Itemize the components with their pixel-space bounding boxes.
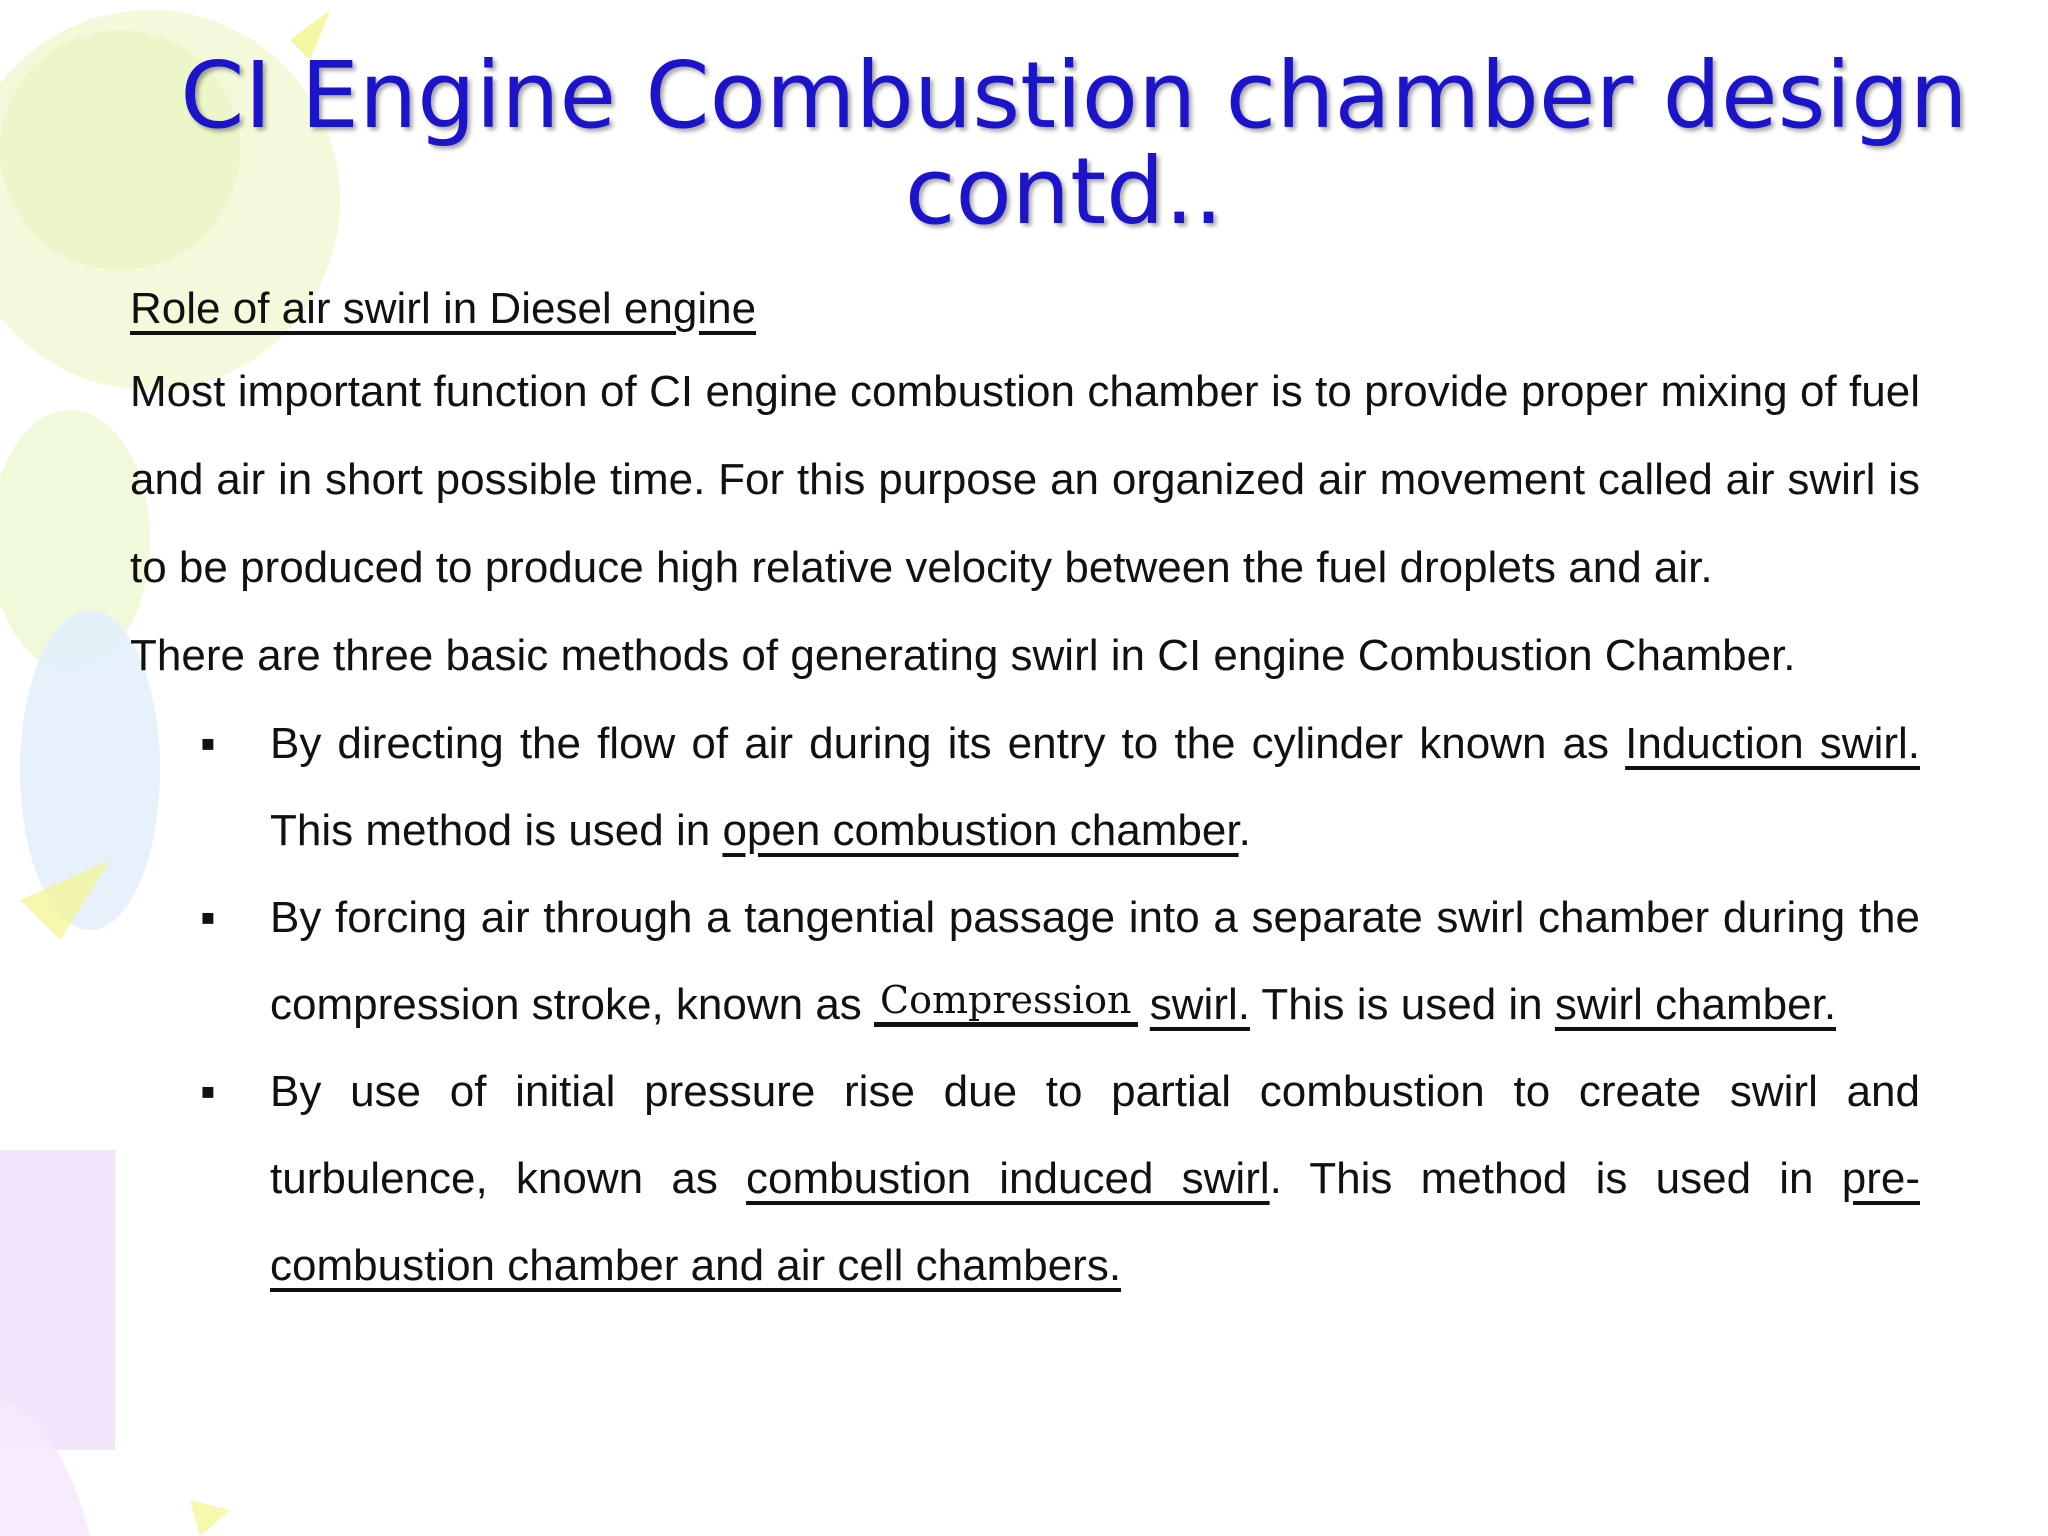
bullet-icon: ▪ [200, 719, 216, 768]
intro-paragraph: Most important function of CI engine combustion chamber is to provide proper mixing of fuel and air in short possible time. For this purpose an organized air movement called air swirl is to be produced to produce high relative velocity between the fuel droplets and air. [130, 367, 1920, 592]
method-text: By forcing air through a tangential passage into a separate swirl chamber during the compression stroke, known as [270, 893, 1920, 1029]
section-heading: Role of air swirl in Diesel engine [130, 284, 757, 333]
bullet-icon: ▪ [200, 893, 216, 942]
method-text: By directing the flow of air during its entry to the cylinder known as [270, 719, 1626, 768]
title-line-2: contd.. [904, 138, 1224, 245]
term-induction-swirl: Induction swirl. [1625, 719, 1920, 768]
method-item-combustion-induced [130, 1048, 1920, 1309]
term-pre-combustion-chamber: pre-combustion chamber and air cell chambers. [270, 1154, 1920, 1290]
title-line-1: CI Engine Combustion chamber design [180, 42, 1968, 149]
method-text: . [1238, 806, 1251, 855]
bullet-icon: ▪ [200, 1067, 216, 1116]
term-open-combustion-chamber: open combustion chamber [722, 806, 1239, 855]
term-combustion-induced-swirl: combustion induced swirl [746, 1154, 1270, 1203]
term-swirl: swirl. [1149, 980, 1250, 1029]
method-text: This is used in [1249, 980, 1555, 1029]
method-item-compression [130, 874, 1920, 1048]
method-item-induction [130, 700, 1920, 874]
slide-title [0, 42, 2048, 245]
method-text: This method is used in [270, 806, 723, 855]
methods-list [130, 700, 1920, 1309]
compression-overlay-label: Compression [874, 978, 1137, 1027]
method-text: . This method is used in [1269, 1154, 1842, 1203]
methods-intro: There are three basic methods of generating swirl in CI engine Combustion Chamber. [130, 631, 1796, 680]
term-swirl-chamber: swirl chamber. [1554, 980, 1837, 1029]
slide-body [130, 270, 1920, 1309]
method-text: By use of initial pressure rise due to partial combustion to create swirl and turbulence, known as [270, 1067, 1920, 1203]
